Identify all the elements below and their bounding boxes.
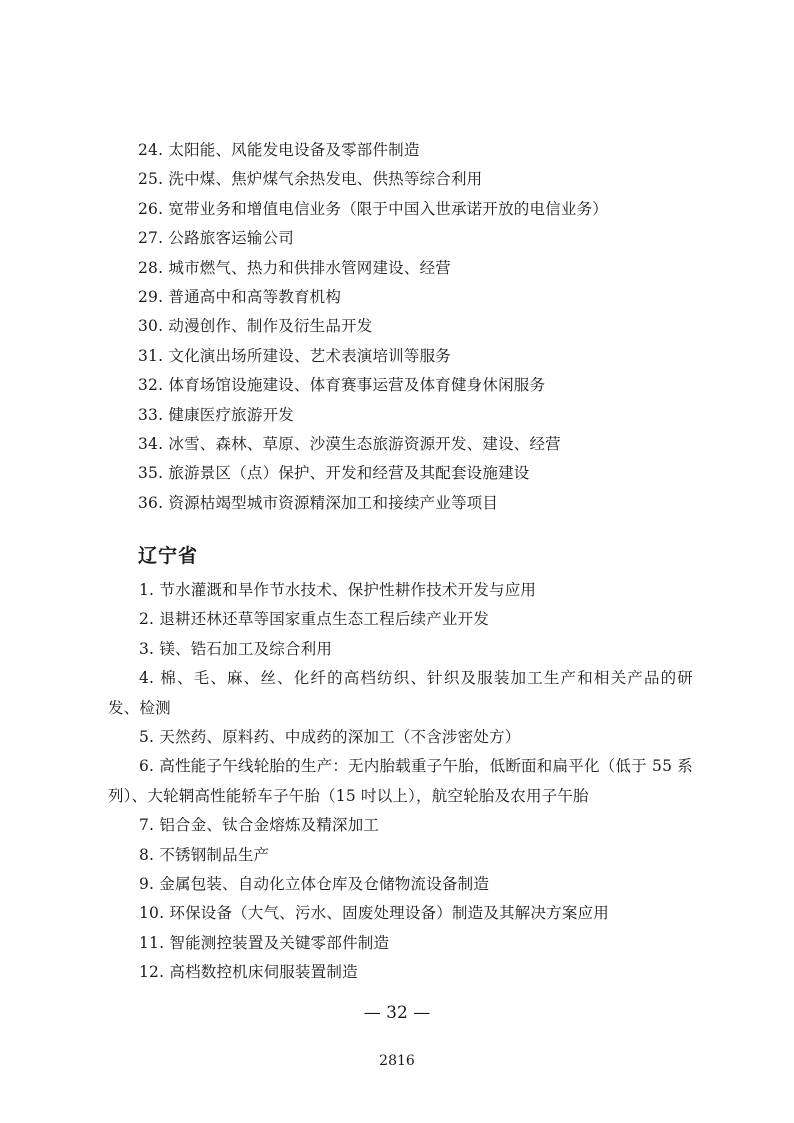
industry-list-continued [138, 136, 698, 518]
list-item: 29. 普通高中和高等教育机构 [138, 287, 342, 306]
list-item: 36. 资源枯竭型城市资源精深加工和接续产业等项目 [138, 493, 499, 512]
list-item: 24. 太阳能、风能发电设备及零部件制造 [138, 141, 420, 159]
section-heading-liaoning: 辽宁省 [138, 545, 199, 567]
page-number: — 32 — [363, 1003, 431, 1023]
list-item: 34. 冰雪、森林、草原、沙漠生态旅游资源开发、建设、经营 [138, 434, 561, 453]
list-item: 11. 智能测控装置及关键零部件制造 [139, 933, 390, 952]
list-item: 27. 公路旅客运输公司 [138, 229, 294, 248]
list-item: 9. 金属包装、自动化立体仓库及仓储物流设备制造 [139, 874, 490, 893]
list-item: 2. 退耕还林还草等国家重点生态工程后续产业开发 [139, 610, 490, 629]
list-item: 28. 城市燃气、热力和供排水管网建设、经营 [138, 258, 451, 277]
list-item: 10. 环保设备（大气、污水、固废处理设备）制造及其解决方案应用 [139, 904, 609, 923]
list-item: 25. 洗中煤、焦炉煤气余热发电、供热等综合利用 [138, 170, 483, 189]
list-item: 32. 体育场馆设施建设、体育赛事运营及体育健身休闲服务 [138, 376, 546, 395]
industry-list-liaoning [108, 576, 693, 988]
list-item: 33. 健康医疗旅游开发 [138, 405, 294, 424]
list-item: 1. 节水灌溉和旱作节水技术、保护性耕作技术开发与应用 [139, 581, 537, 599]
list-item: 8. 不锈钢制品生产 [139, 845, 270, 864]
list-item: 26. 宽带业务和增值电信业务（限于中国入世承诺开放的电信业务） [138, 199, 608, 218]
list-item: 3. 镁、锆石加工及综合利用 [139, 639, 333, 658]
list-item: 31. 文化演出场所建设、艺术表演培训等服务 [138, 346, 451, 365]
list-item: 5. 天然药、原料药、中成药的深加工（不含涉密处方） [139, 727, 521, 746]
document-number: 2816 [379, 1053, 415, 1069]
list-item: 12. 高档数控机床伺服装置制造 [139, 963, 358, 982]
list-item: 35. 旅游景区（点）保护、开发和经营及其配套设施建设 [138, 464, 530, 483]
list-item: 30. 动漫创作、制作及衍生品开发 [138, 317, 373, 336]
list-item: 4. 棉、毛、麻、丝、化纤的高档纺织、针织及服装加工生产和相关产品的研发、检测 [108, 669, 693, 717]
list-item: 7. 铝合金、钛合金熔炼及精深加工 [139, 816, 380, 835]
list-item: 6. 高性能子午线轮胎的生产：无内胎载重子午胎，低断面和扁平化（低于 55 系列）、大轮辋高性能轿车子午胎（15 吋以上），航空轮胎及农用子午胎 [108, 757, 693, 805]
